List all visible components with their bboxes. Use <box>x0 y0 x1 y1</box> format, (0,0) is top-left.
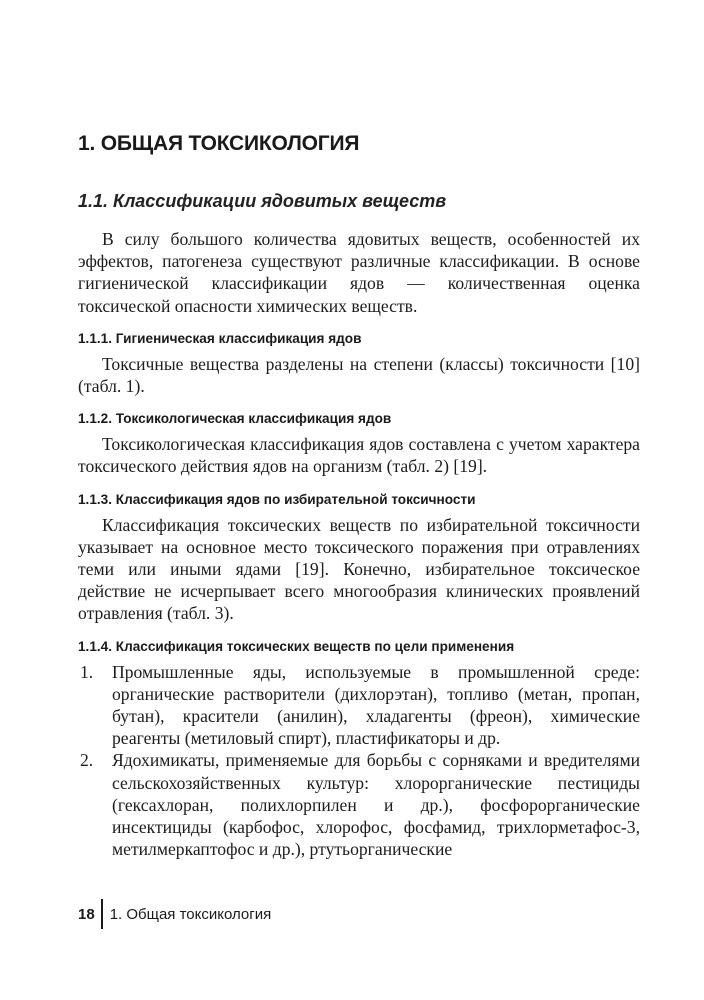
page-number: 18 <box>78 905 95 923</box>
subsection-title-1-1-3: 1.1.3. Классификация ядов по избирательной токсичности <box>78 491 476 507</box>
book-page <box>78 0 640 1000</box>
section-title: 1.1. Классификации ядовитых веществ <box>78 191 447 211</box>
list-item-number: 1. <box>80 661 94 682</box>
footer-divider <box>101 899 103 929</box>
subsection-title-1-1-1: 1.1.1. Гигиеническая классификация ядов <box>78 330 362 346</box>
subsection-paragraph-1-1-3: Классификация токсических веществ по избирательной токсичности указывает на основное место токсического поражения при отравлениях теми или иными ядами [19]. Конечно, избирательное токсическое действие не исчерпывает всего многообразия клинических проявлений отравления (табл. 3). <box>78 514 640 624</box>
subsection-paragraph-1-1-1: Токсичные вещества разделены на степени (классы) токсичности [10] (табл. 1). <box>78 353 640 397</box>
purpose-classification-list <box>78 661 640 861</box>
page-footer <box>78 902 271 926</box>
running-title: 1. Общая токсикология <box>109 905 272 923</box>
section-intro-paragraph: В силу большого количества ядовитых веществ, особенностей их эффектов, патогенеза существуют различные классификации. В основе гигиенической классификации ядов — количественная оценка токсической опасности химических веществ. <box>78 229 640 316</box>
subsection-title-1-1-4: 1.1.4. Классификация токсических веществ по цели применения <box>78 638 515 654</box>
list-item-text: Промышленные яды, используемые в промышленной среде: органические растворители (дихлорэтан), топливо (метан, пропан, бутан), красители (анилин), хладагенты (фреон), химические реагенты (метиловый спирт), пластификаторы и др. <box>112 661 640 749</box>
list-item <box>78 749 640 860</box>
page-content <box>78 190 640 860</box>
list-item-number: 2. <box>80 750 94 771</box>
subsection-title-1-1-2: 1.1.2. Токсикологическая классификация ядов <box>78 411 392 427</box>
list-item-text: Ядохимикаты, применяемые для борьбы с сорняками и вредителями сельскохозяйственных культур: хлорорганические пестициды (гексахлоран, полихлорпилен и др.), фосфорорганические инсектициды (карбофос, хлорофос, фосфамид, трихлорметафос-3, метилмеркаптофос и др.), ртутьорганические <box>112 750 640 860</box>
chapter-title: 1. ОБЩАЯ ТОКСИКОЛОГИЯ <box>78 132 360 155</box>
subsection-paragraph-1-1-2: Токсикологическая классификация ядов составлена с учетом характера токсического действия ядов на организм (табл. 2) [19]. <box>78 434 640 477</box>
list-item <box>78 661 640 750</box>
